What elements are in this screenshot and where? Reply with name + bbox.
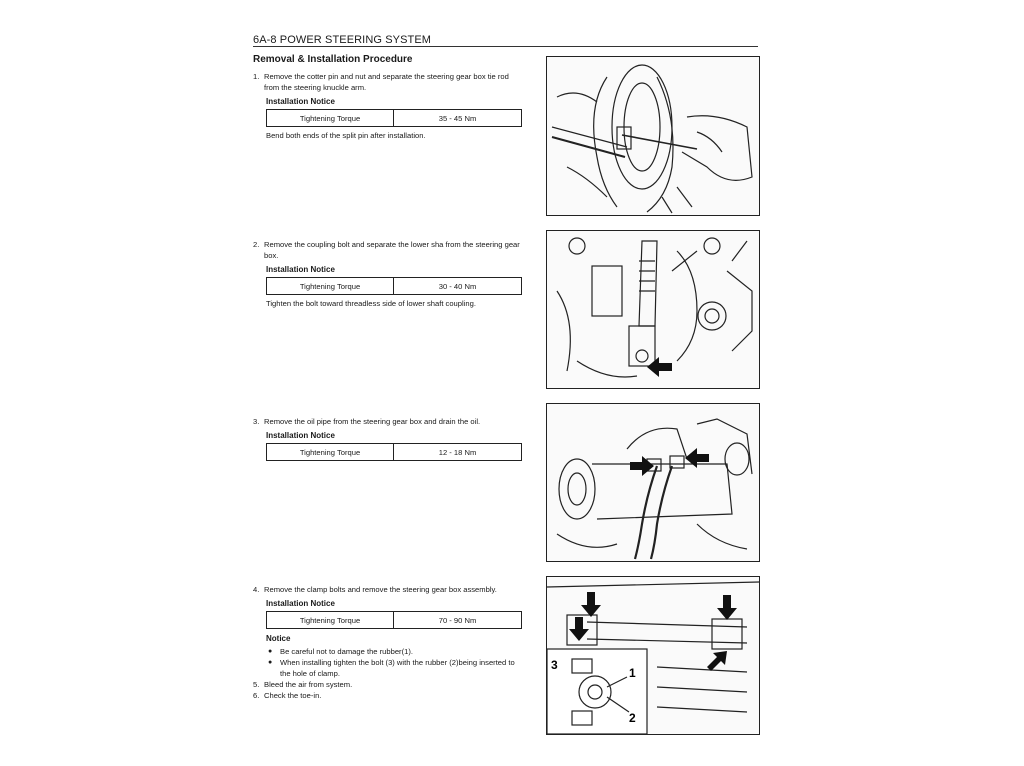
callout-3: 3 <box>551 658 558 672</box>
torque-value: 12 - 18 Nm <box>394 444 522 461</box>
step-4 <box>253 584 525 701</box>
step-2 <box>253 239 525 309</box>
coupling-illustration <box>547 231 759 388</box>
figure-coupling-bolt <box>546 230 760 389</box>
torque-label: Tightening Torque <box>267 444 394 461</box>
figure-clamp-bolts <box>546 576 760 735</box>
step-1 <box>253 71 525 141</box>
step-3-notice-heading: Installation Notice <box>266 431 335 440</box>
step-2-after-note: Tighten the bolt toward threadless side of lower shaft coupling. <box>266 299 476 308</box>
step-6-text: 6. Check the toe-in. <box>253 691 322 700</box>
arrow-icon <box>685 448 709 468</box>
step-2-notice-heading: Installation Notice <box>266 265 335 274</box>
clamp-illustration <box>547 577 759 734</box>
step-1-torque-table <box>266 109 522 127</box>
torque-label: Tightening Torque <box>267 110 394 127</box>
arrow-icon <box>707 651 727 671</box>
step-3-torque-table <box>266 443 522 461</box>
step-4-text: 4. Remove the clamp bolts and remove the steering gear box assembly. <box>253 585 497 594</box>
callout-1: 1 <box>629 666 636 680</box>
step-4-notice-label: Notice <box>266 634 291 643</box>
arrow-icon <box>569 617 589 641</box>
step-3 <box>253 416 525 461</box>
notice-bullet-2: ● When installing tighten the bolt (3) with the rubber (2)being inserted to the hole of clamp. <box>266 657 525 679</box>
step-1-text: 1. Remove the cotter pin and nut and separate the steering gear box tie rod from the steering knuckle arm. <box>253 72 509 92</box>
torque-value: 70 - 90 Nm <box>394 612 522 629</box>
torque-value: 30 - 40 Nm <box>394 278 522 295</box>
figure-oil-pipe <box>546 403 760 562</box>
page-header <box>253 30 758 47</box>
arrow-icon <box>581 592 601 617</box>
torque-label: Tightening Torque <box>267 278 394 295</box>
tie-rod-illustration <box>547 57 759 215</box>
step-4-notice-heading: Installation Notice <box>266 599 335 608</box>
figure-tie-rod-removal <box>546 56 760 216</box>
step-4-torque-table <box>266 611 522 629</box>
torque-value: 35 - 45 Nm <box>394 110 522 127</box>
step-2-text: 2. Remove the coupling bolt and separate the lower sha from the steering gear box. <box>253 240 520 260</box>
arrow-icon <box>717 595 737 620</box>
step-1-notice-heading: Installation Notice <box>266 97 335 106</box>
callout-2: 2 <box>629 711 636 725</box>
arrow-icon <box>647 357 672 377</box>
step-3-text: 3. Remove the oil pipe from the steering gear box and drain the oil. <box>253 417 481 426</box>
step-5-text: 5. Bleed the air from system. <box>253 680 353 689</box>
torque-label: Tightening Torque <box>267 612 394 629</box>
section-title: Removal & Installation Procedure <box>253 54 413 65</box>
notice-bullet-1: ● Be careful not to damage the rubber(1). <box>266 646 525 657</box>
oil-pipe-illustration <box>547 404 759 561</box>
page-header-title: 6A-8 POWER STEERING SYSTEM <box>253 34 432 46</box>
step-4-notice-list <box>266 646 525 679</box>
step-2-torque-table <box>266 277 522 295</box>
step-1-after-note: Bend both ends of the split pin after installation. <box>266 131 426 140</box>
